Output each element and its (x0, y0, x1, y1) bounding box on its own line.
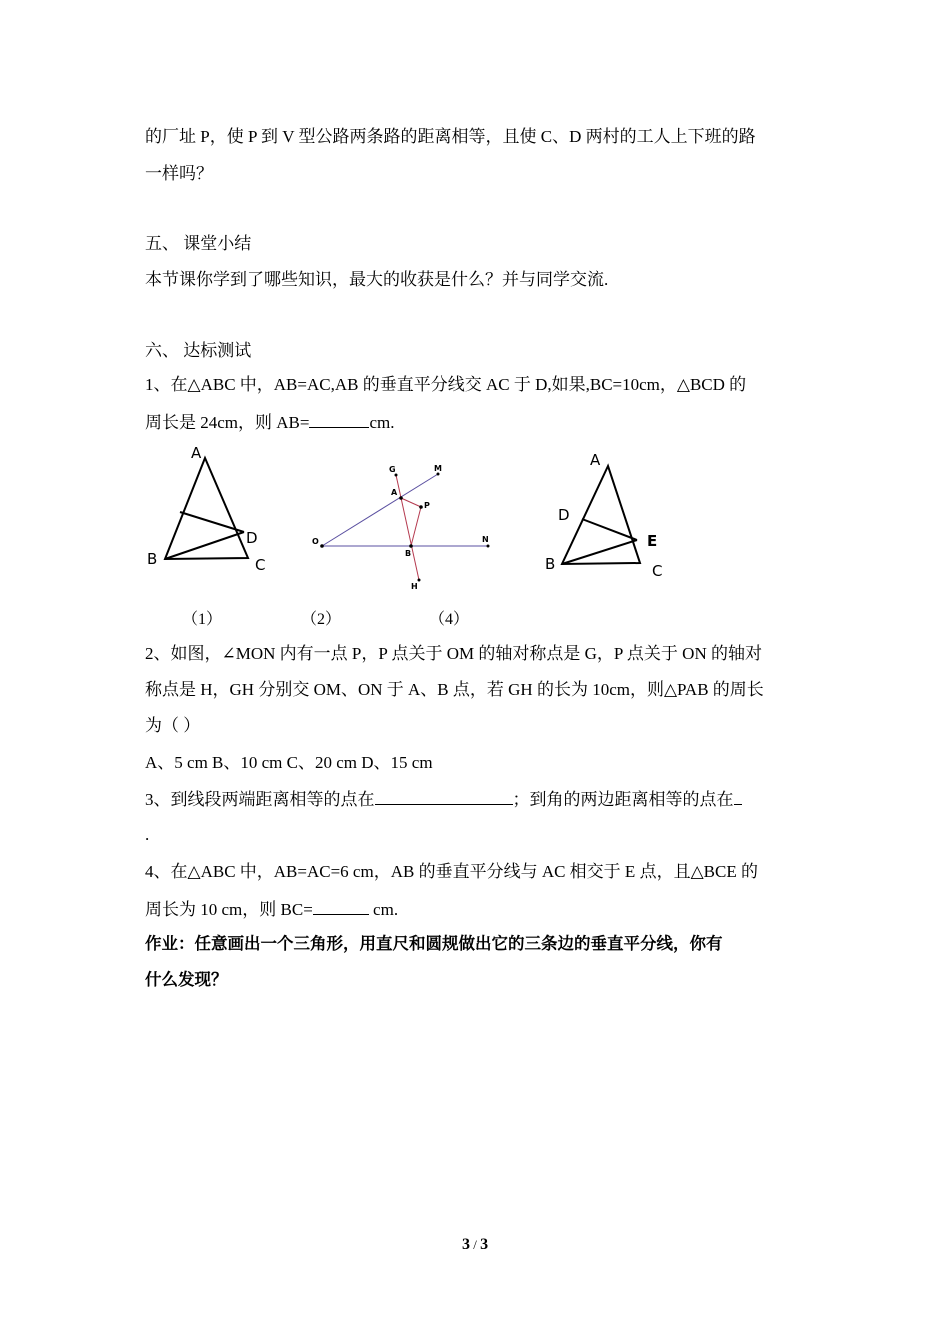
segment-be (562, 540, 637, 564)
fig2-label-a: A (391, 488, 398, 497)
question-2-options: A、5 cm B、10 cm C、20 cm D、15 cm (145, 753, 433, 772)
figures-row (140, 440, 700, 590)
intro-line-1: 的厂址 P，使 P 到 V 型公路两条路的距离相等，且使 C、D 两村的工人上下班的路 (145, 127, 756, 146)
fig4-label-c: C (652, 562, 663, 580)
question-1-line-2 (145, 411, 395, 434)
question-2-line-2: 称点是 H，GH 分别交 OM、ON 于 A、B 点，若 GH 的长为 10cm，则△PAB 的周长 (145, 680, 764, 699)
answer-blank-4 (313, 898, 369, 915)
fig2-label-o: O (312, 537, 319, 546)
caption-2: （2） (301, 611, 342, 628)
page-separator: / (469, 1237, 481, 1252)
section-5-body: 本节课你学到了哪些知识，最大的收获是什么？并与同学交流. (145, 270, 609, 289)
section-6-heading: 六、 达标测试 (145, 341, 252, 360)
fig2-label-b: B (405, 549, 412, 558)
page-number (0, 1236, 950, 1254)
question-4-line-1: 4、在△ABC 中，AB=AC=6 cm，AB 的垂直平分线与 AC 相交于 E 点，且△BCE 的 (145, 862, 758, 881)
question-3-line (145, 788, 742, 811)
fig2-label-h: H (411, 582, 418, 591)
triangle-abc-4 (562, 466, 640, 564)
point-n (487, 545, 490, 548)
intro-line-2: 一样吗？ (145, 164, 213, 183)
fig2-label-p: P (424, 501, 430, 510)
question-2-line-1: 2、如图，∠MON 内有一点 P，P 点关于 OM 的轴对称点是 G，P 点关于 ON 的轴对 (145, 644, 762, 663)
question-3-end: . (145, 825, 150, 844)
question-1-line-1: 1、在△ABC 中，AB=AC,AB 的垂直平分线交 AC 于 D,如果,BC=10cm，△BCD 的 (145, 375, 747, 394)
question-2-line-3: 为（ ） (145, 716, 201, 735)
fig1-label-a: A (191, 444, 202, 462)
fig1-label-d: D (246, 529, 258, 547)
point-p (419, 505, 423, 509)
fig4-label-b: B (545, 555, 556, 573)
fig2-label-m: M (434, 464, 442, 473)
point-o (320, 544, 324, 548)
fig2-label-n: N (482, 535, 489, 544)
point-b (409, 544, 413, 548)
fig4-label-e: E (647, 532, 658, 550)
section-5-heading: 五、 课堂小结 (145, 234, 252, 253)
segment-bd (165, 532, 244, 559)
question-3-middle: ；到角的两边距离相等的点在 (512, 790, 734, 809)
segment-pb (411, 507, 421, 546)
question-1-prefix: 周长是 24cm，则 AB= (145, 413, 310, 432)
question-4-line-2 (145, 898, 398, 921)
page-total: 3 (480, 1236, 489, 1253)
page-current: 3 (461, 1236, 470, 1253)
question-4-prefix: 周长为 10 cm，则 BC= (145, 900, 313, 919)
fig1-label-b: B (147, 550, 158, 568)
point-h (418, 579, 421, 582)
segment-pa (401, 498, 421, 507)
segment-perp-bisector (180, 512, 244, 532)
answer-blank-1 (309, 411, 369, 428)
figure-2-angle (310, 440, 530, 590)
homework-line-2: 什么发现？ (145, 970, 228, 989)
answer-blank-3a (375, 788, 513, 805)
fig1-label-c: C (255, 556, 266, 574)
answer-blank-3b (734, 788, 742, 805)
homework-line-1: 作业：任意画出一个三角形，用直尺和圆规做出它的三条边的垂直平分线，你有 (145, 934, 723, 953)
fig2-label-g: G (389, 465, 396, 474)
fig4-label-a: A (590, 451, 601, 469)
fig4-label-d: D (558, 506, 570, 524)
question-3-prefix: 3、到线段两端距离相等的点在 (145, 790, 375, 809)
caption-1: （1） (182, 611, 223, 628)
point-a (399, 496, 403, 500)
question-1-suffix: cm. (369, 413, 395, 432)
figure-1-triangle (140, 440, 290, 590)
question-4-suffix: cm. (368, 900, 399, 919)
caption-4: （4） (429, 611, 470, 628)
figure-4-triangle (540, 440, 690, 590)
